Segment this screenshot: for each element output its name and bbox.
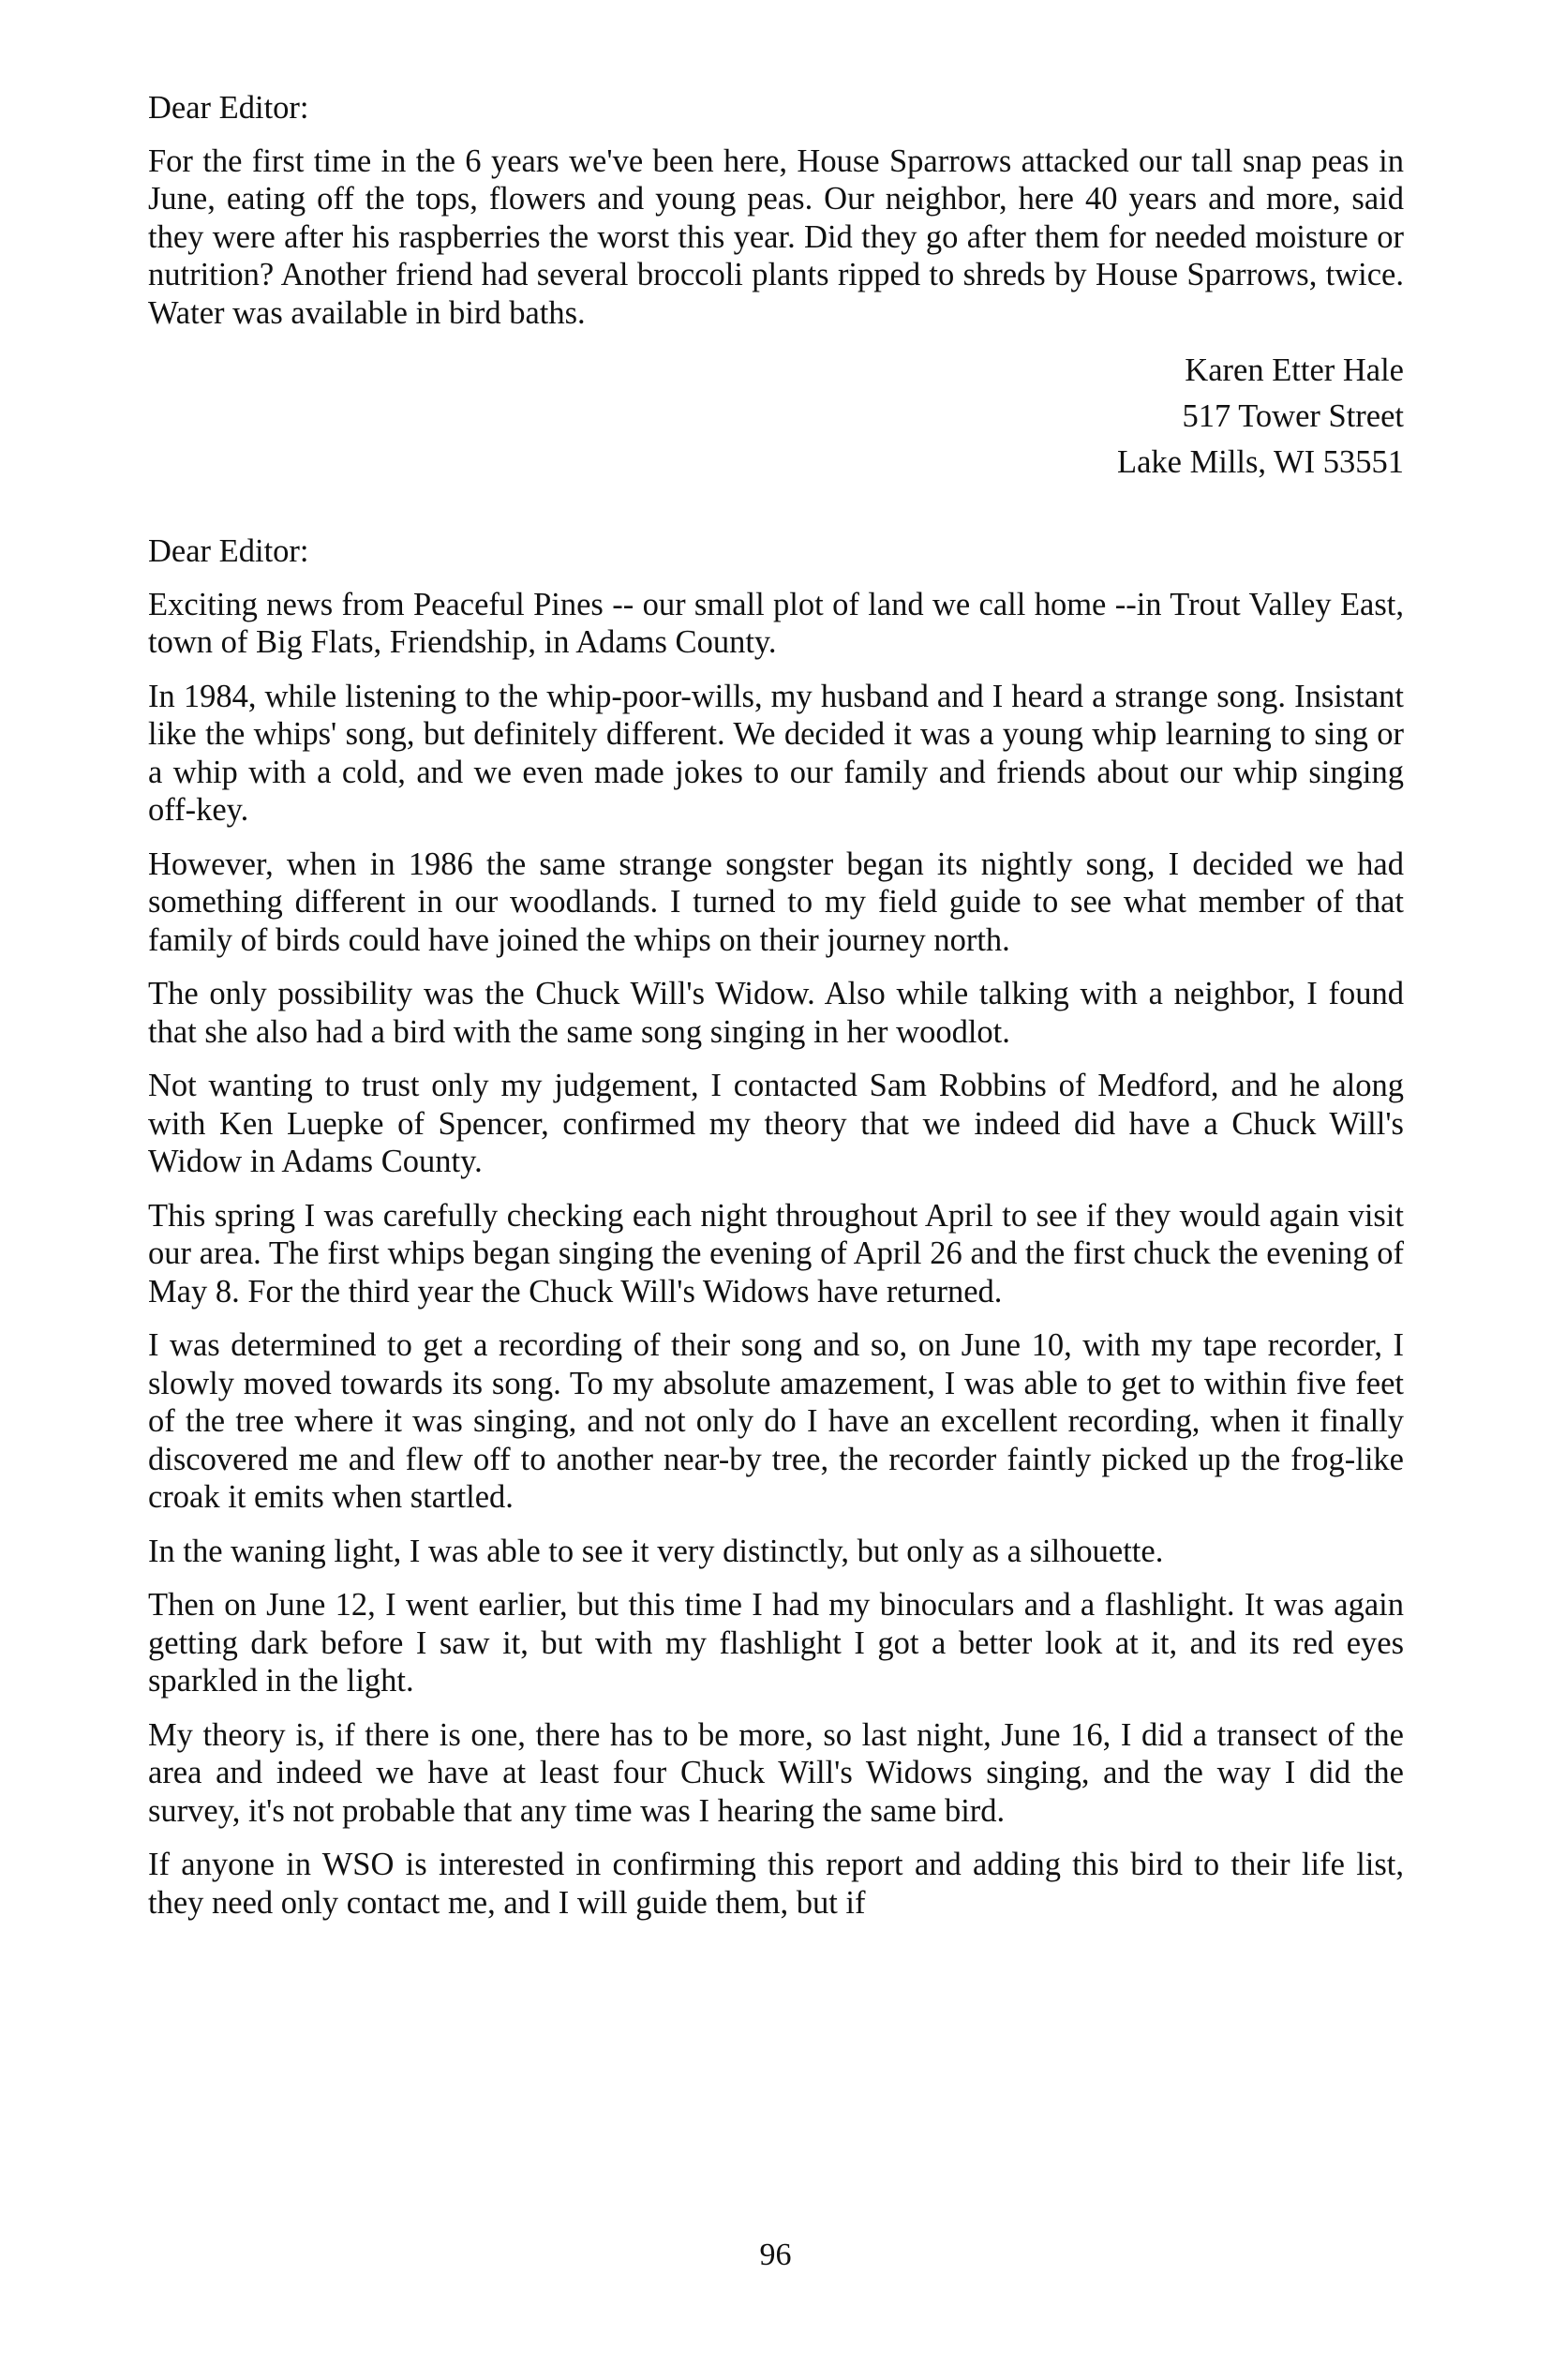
letter-2-paragraph: In 1984, while listening to the whip-poor-wills, my husband and I heard a strange song. Insistant like the whips' song, but definitely different. We decided it was a young whip learning to sing or a whip with a cold, and we even made jokes to our family and friends about our whip singing off-key. xyxy=(148,678,1404,828)
letter-2-paragraph: The only possibility was the Chuck Will's Widow. Also while talking with a neighbor, I found that she also had a bird with the same song singing in her woodlot. xyxy=(148,976,1404,1050)
letter-2-paragraph: My theory is, if there is one, there has to be more, so last night, June 16, I did a transect of the area and indeed we have at least four Chuck Will's Widows singing, and the way I did the survey, it's not probable that any time was I hearing the same bird. xyxy=(148,1716,1404,1829)
signature-street: 517 Tower Street xyxy=(1182,398,1404,434)
letter-2-paragraph: Then on June 12, I went earlier, but this time I had my binoculars and a flashlight. It was again getting dark before I saw it, but with my flashlight I got a better look at it, and its red eyes sparkled in the light. xyxy=(148,1587,1404,1699)
letter-2-paragraph: I was determined to get a recording of their song and so, on June 10, with my tape recorder, I slowly moved towards its song. To my absolute amazement, I was able to get to within five feet of the tree where it was singing, and not only do I have an excellent recording, when it finally discovered me and flew off to another near-by tree, the recorder faintly picked up the frog-like croak it emits when startled. xyxy=(148,1327,1404,1515)
letter-2-paragraph: If anyone in WSO is interested in confirming this report and adding this bird to their life list, they need only contact me, and I will guide them, but if xyxy=(148,1847,1404,1921)
letter-2-salutation: Dear Editor: xyxy=(148,533,309,569)
letter-1-salutation: Dear Editor: xyxy=(148,90,309,126)
page-number: 96 xyxy=(759,2238,792,2272)
letter-2 xyxy=(148,532,1404,1922)
letter-2-paragraph: However, when in 1986 the same strange songster began its nightly song, I decided we had something different in our woodlands. I turned to my field guide to see what member of that family of birds could have joined the whips on their journey north. xyxy=(148,846,1404,958)
letter-2-paragraph: This spring I was carefully checking each night throughout April to see if they would again visit our area. The first whips began singing the evening of April 26 and the first chuck the evening of May 8. For the third year the Chuck Will's Widows have returned. xyxy=(148,1197,1404,1310)
document-page xyxy=(148,89,1404,1938)
letter-2-paragraph: In the waning light, I was able to see it very distinctly, but only as a silhouette. xyxy=(148,1533,1164,1569)
letter-1-paragraph: For the first time in the 6 years we've been here, House Sparrows attacked our tall snap peas in June, eating off the tops, flowers and young peas. Our neighbor, here 40 years and more, said they were after his raspberries the worst this year. Did they go after them for needed moisture or nutrition? Another friend had several broccoli plants ripped to shreds by House Sparrows, twice. Water was available in bird baths. xyxy=(148,142,1404,331)
letter-2-paragraph: Not wanting to trust only my judgement, I contacted Sam Robbins of Medford, and he along with Ken Luepke of Spencer, confirmed my theory that we indeed did have a Chuck Will's Widow in Adams County. xyxy=(148,1068,1404,1179)
signature-name: Karen Etter Hale xyxy=(1185,352,1404,388)
signature-city: Lake Mills, WI 53551 xyxy=(1117,444,1404,480)
letter-1 xyxy=(148,89,1404,486)
letter-2-paragraph: Exciting news from Peaceful Pines -- our small plot of land we call home --in Trout Valley East, town of Big Flats, Friendship, in Adams County. xyxy=(148,586,1404,660)
letter-1-signature xyxy=(148,348,1404,486)
